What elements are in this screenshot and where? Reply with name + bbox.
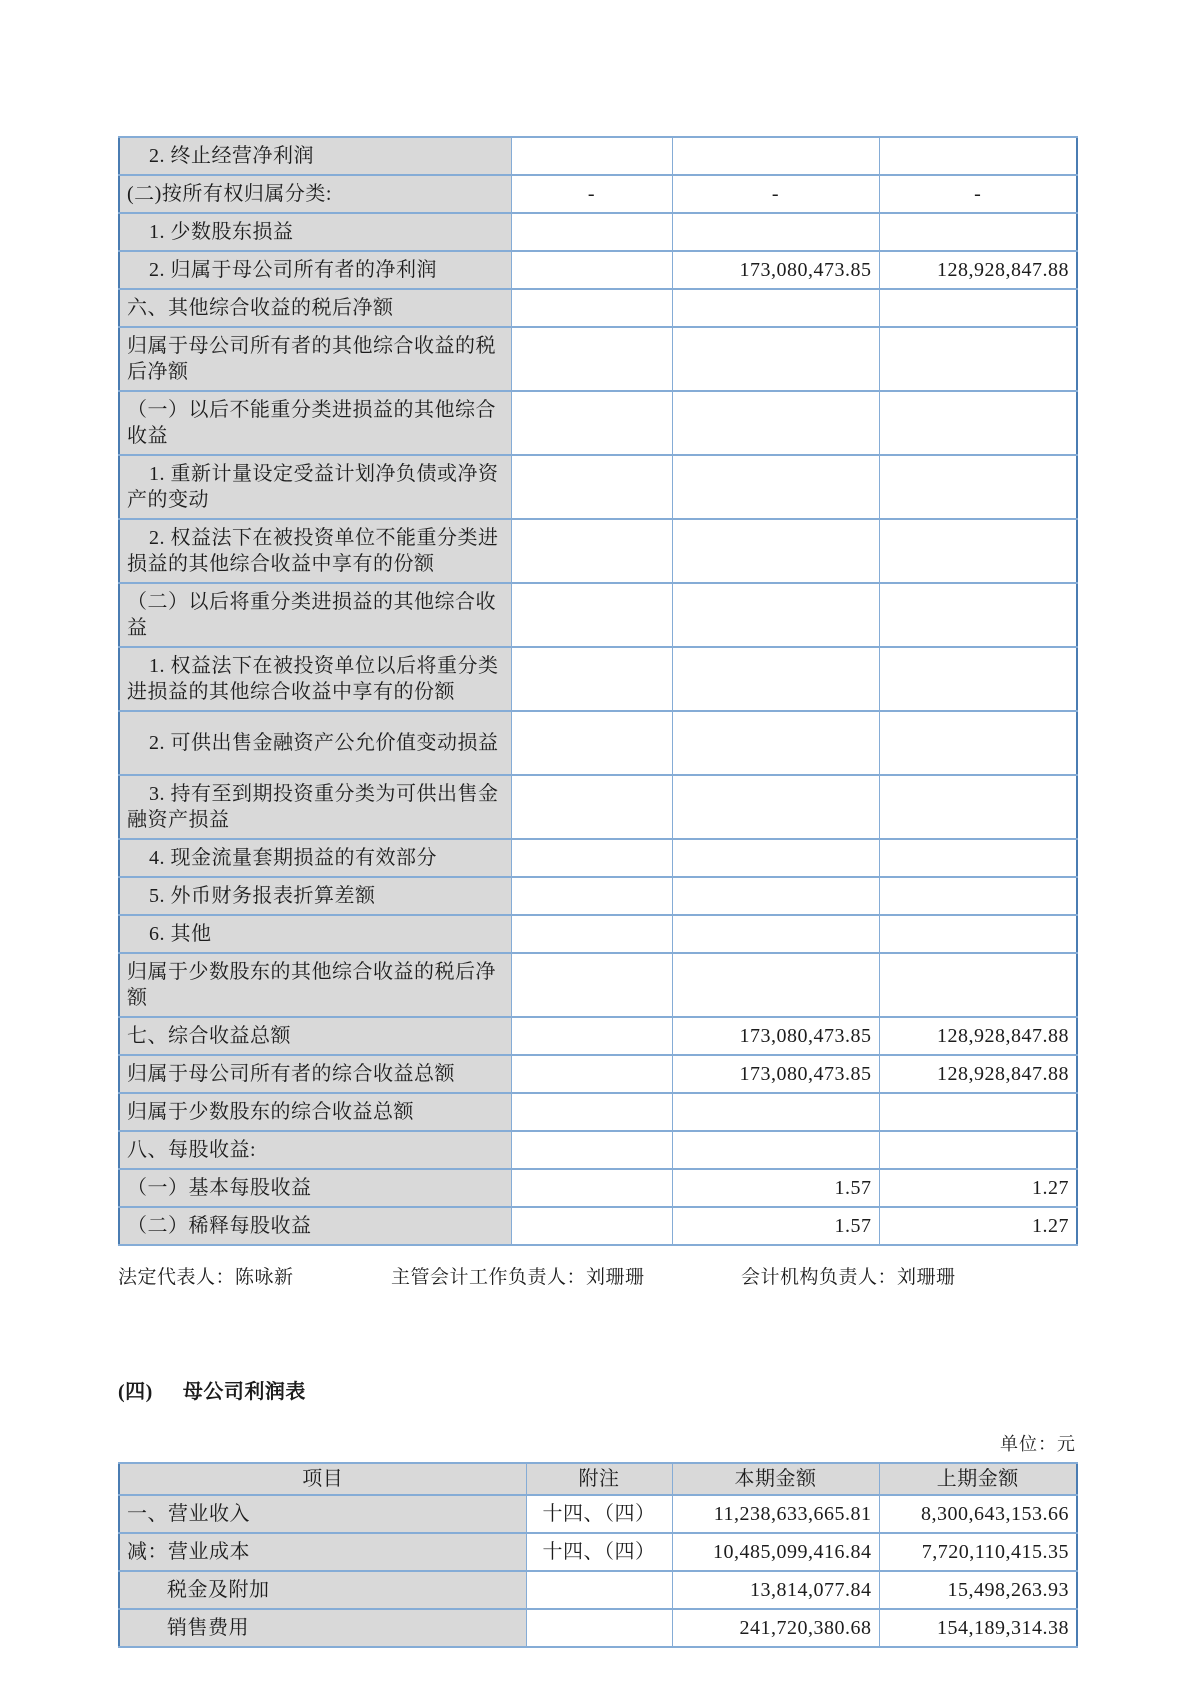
item-label-cell: 销售费用 xyxy=(119,1609,526,1647)
table-row xyxy=(119,647,1077,711)
item-label-cell: 一、营业收入 xyxy=(119,1495,526,1533)
table-row xyxy=(119,519,1077,583)
table-row xyxy=(119,1093,1077,1131)
note-cell: 十四、（四） xyxy=(526,1533,672,1571)
item-label-cell: 1. 重新计量设定受益计划净负债或净资产的变动 xyxy=(119,455,511,519)
note-cell xyxy=(511,289,672,327)
prior-amount-cell: 154,189,314.38 xyxy=(879,1609,1077,1647)
parent-income-table xyxy=(118,1462,1078,1648)
prior-amount-cell xyxy=(879,647,1077,711)
current-amount-cell xyxy=(672,647,879,711)
item-label-cell: 2. 权益法下在被投资单位不能重分类进损益的其他综合收益中享有的份额 xyxy=(119,519,511,583)
table-row xyxy=(119,1609,1077,1647)
note-cell xyxy=(511,1017,672,1055)
column-header-prior-amount: 上期金额 xyxy=(879,1463,1077,1495)
current-amount-cell: 10,485,099,416.84 xyxy=(672,1533,879,1571)
table-row xyxy=(119,213,1077,251)
table-row xyxy=(119,327,1077,391)
note-cell xyxy=(511,1169,672,1207)
item-label-cell: 5. 外币财务报表折算差额 xyxy=(119,877,511,915)
table-row xyxy=(119,175,1077,213)
column-header-note: 附注 xyxy=(526,1463,672,1495)
item-label-cell: 1. 少数股东损益 xyxy=(119,213,511,251)
column-header-item: 项目 xyxy=(119,1463,526,1495)
table-row xyxy=(119,915,1077,953)
current-amount-cell: 173,080,473.85 xyxy=(672,1055,879,1093)
item-label-cell: （二）以后将重分类进损益的其他综合收益 xyxy=(119,583,511,647)
note-cell xyxy=(511,251,672,289)
signature-line xyxy=(118,1262,1076,1289)
note-cell xyxy=(511,1131,672,1169)
current-amount-cell: 13,814,077.84 xyxy=(672,1571,879,1609)
legal-representative: 法定代表人：陈咏新 xyxy=(118,1267,294,1288)
current-amount-cell: - xyxy=(672,175,879,213)
item-label-cell: 2. 终止经营净利润 xyxy=(119,137,511,175)
current-amount-cell xyxy=(672,327,879,391)
current-amount-cell xyxy=(672,775,879,839)
prior-amount-cell xyxy=(879,775,1077,839)
item-label-cell: 2. 可供出售金融资产公允价值变动损益 xyxy=(119,711,511,775)
note-cell xyxy=(511,953,672,1017)
item-label-cell: 归属于少数股东的综合收益总额 xyxy=(119,1093,511,1131)
section-heading xyxy=(118,1375,1076,1404)
table-row xyxy=(119,1207,1077,1245)
current-amount-cell xyxy=(672,391,879,455)
item-label-cell: 税金及附加 xyxy=(119,1571,526,1609)
table-row xyxy=(119,775,1077,839)
table-row xyxy=(119,953,1077,1017)
prior-amount-cell: 1.27 xyxy=(879,1169,1077,1207)
current-amount-cell: 11,238,633,665.81 xyxy=(672,1495,879,1533)
note-cell: - xyxy=(511,175,672,213)
table-row xyxy=(119,1055,1077,1093)
parent-table-header-row xyxy=(119,1463,1077,1495)
note-cell: 十四、（四） xyxy=(526,1495,672,1533)
section-title: 母公司利润表 xyxy=(182,1381,306,1403)
prior-amount-cell xyxy=(879,391,1077,455)
table-row xyxy=(119,1131,1077,1169)
note-cell xyxy=(511,583,672,647)
unit-label: 单位：元 xyxy=(1000,1434,1076,1454)
note-cell xyxy=(511,711,672,775)
table-row xyxy=(119,251,1077,289)
current-amount-cell xyxy=(672,953,879,1017)
table-row xyxy=(119,877,1077,915)
column-header-current-amount: 本期金额 xyxy=(672,1463,879,1495)
note-cell xyxy=(511,915,672,953)
table-row xyxy=(119,1017,1077,1055)
note-cell xyxy=(511,877,672,915)
note-cell xyxy=(526,1571,672,1609)
report-content xyxy=(118,0,1076,1648)
prior-amount-cell xyxy=(879,289,1077,327)
table-row xyxy=(119,583,1077,647)
prior-amount-cell: 128,928,847.88 xyxy=(879,251,1077,289)
item-label-cell: 1. 权益法下在被投资单位以后将重分类进损益的其他综合收益中享有的份额 xyxy=(119,647,511,711)
note-cell xyxy=(511,1207,672,1245)
prior-amount-cell xyxy=(879,1131,1077,1169)
prior-amount-cell: 8,300,643,153.66 xyxy=(879,1495,1077,1533)
item-label-cell: 七、综合收益总额 xyxy=(119,1017,511,1055)
current-amount-cell xyxy=(672,455,879,519)
section-number: (四) xyxy=(118,1381,153,1403)
current-amount-cell xyxy=(672,915,879,953)
note-cell xyxy=(511,519,672,583)
consolidated-income-table-body xyxy=(119,137,1077,1245)
item-label-cell: 归属于母公司所有者的其他综合收益的税后净额 xyxy=(119,327,511,391)
note-cell xyxy=(511,391,672,455)
table-row xyxy=(119,391,1077,455)
note-cell xyxy=(511,775,672,839)
prior-amount-cell xyxy=(879,137,1077,175)
table-row xyxy=(119,1571,1077,1609)
parent-income-table-body xyxy=(119,1495,1077,1647)
current-amount-cell xyxy=(672,213,879,251)
current-amount-cell: 173,080,473.85 xyxy=(672,1017,879,1055)
note-cell xyxy=(526,1609,672,1647)
item-label-cell: 六、其他综合收益的税后净额 xyxy=(119,289,511,327)
current-amount-cell xyxy=(672,839,879,877)
item-label-cell: （一）以后不能重分类进损益的其他综合收益 xyxy=(119,391,511,455)
prior-amount-cell: 1.27 xyxy=(879,1207,1077,1245)
item-label-cell: 归属于母公司所有者的综合收益总额 xyxy=(119,1055,511,1093)
prior-amount-cell xyxy=(879,915,1077,953)
chief-accounting-officer: 主管会计工作负责人：刘珊珊 xyxy=(391,1267,645,1288)
item-label-cell: 6. 其他 xyxy=(119,915,511,953)
current-amount-cell: 173,080,473.85 xyxy=(672,251,879,289)
table-row xyxy=(119,839,1077,877)
current-amount-cell: 1.57 xyxy=(672,1207,879,1245)
note-cell xyxy=(511,327,672,391)
item-label-cell: （一）基本每股收益 xyxy=(119,1169,511,1207)
consolidated-income-table xyxy=(118,136,1078,1246)
current-amount-cell xyxy=(672,1093,879,1131)
prior-amount-cell xyxy=(879,711,1077,775)
table-row xyxy=(119,711,1077,775)
prior-amount-cell xyxy=(879,839,1077,877)
current-amount-cell xyxy=(672,711,879,775)
prior-amount-cell: 128,928,847.88 xyxy=(879,1017,1077,1055)
current-amount-cell xyxy=(672,289,879,327)
prior-amount-cell: 7,720,110,415.35 xyxy=(879,1533,1077,1571)
prior-amount-cell xyxy=(879,953,1077,1017)
item-label-cell: 3. 持有至到期投资重分类为可供出售金融资产损益 xyxy=(119,775,511,839)
prior-amount-cell xyxy=(879,455,1077,519)
note-cell xyxy=(511,213,672,251)
item-label-cell: (二)按所有权归属分类: xyxy=(119,175,511,213)
note-cell xyxy=(511,1093,672,1131)
current-amount-cell xyxy=(672,1131,879,1169)
note-cell xyxy=(511,1055,672,1093)
current-amount-cell xyxy=(672,137,879,175)
current-amount-cell xyxy=(672,583,879,647)
prior-amount-cell xyxy=(879,519,1077,583)
note-cell xyxy=(511,839,672,877)
prior-amount-cell xyxy=(879,583,1077,647)
prior-amount-cell: - xyxy=(879,175,1077,213)
item-label-cell: 归属于少数股东的其他综合收益的税后净额 xyxy=(119,953,511,1017)
item-label-cell: （二）稀释每股收益 xyxy=(119,1207,511,1245)
table-row xyxy=(119,1533,1077,1571)
current-amount-cell xyxy=(672,877,879,915)
accounting-department-head: 会计机构负责人：刘珊珊 xyxy=(741,1267,956,1288)
table-row xyxy=(119,289,1077,327)
prior-amount-cell xyxy=(879,1093,1077,1131)
table-row xyxy=(119,137,1077,175)
prior-amount-cell: 128,928,847.88 xyxy=(879,1055,1077,1093)
item-label-cell: 减：营业成本 xyxy=(119,1533,526,1571)
prior-amount-cell: 15,498,263.93 xyxy=(879,1571,1077,1609)
prior-amount-cell xyxy=(879,213,1077,251)
note-cell xyxy=(511,137,672,175)
current-amount-cell xyxy=(672,519,879,583)
table-row xyxy=(119,1169,1077,1207)
item-label-cell: 八、每股收益: xyxy=(119,1131,511,1169)
table-row xyxy=(119,455,1077,519)
note-cell xyxy=(511,455,672,519)
note-cell xyxy=(511,647,672,711)
prior-amount-cell xyxy=(879,877,1077,915)
table-row xyxy=(119,1495,1077,1533)
current-amount-cell: 1.57 xyxy=(672,1169,879,1207)
item-label-cell: 4. 现金流量套期损益的有效部分 xyxy=(119,839,511,877)
current-amount-cell: 241,720,380.68 xyxy=(672,1609,879,1647)
prior-amount-cell xyxy=(879,327,1077,391)
item-label-cell: 2. 归属于母公司所有者的净利润 xyxy=(119,251,511,289)
